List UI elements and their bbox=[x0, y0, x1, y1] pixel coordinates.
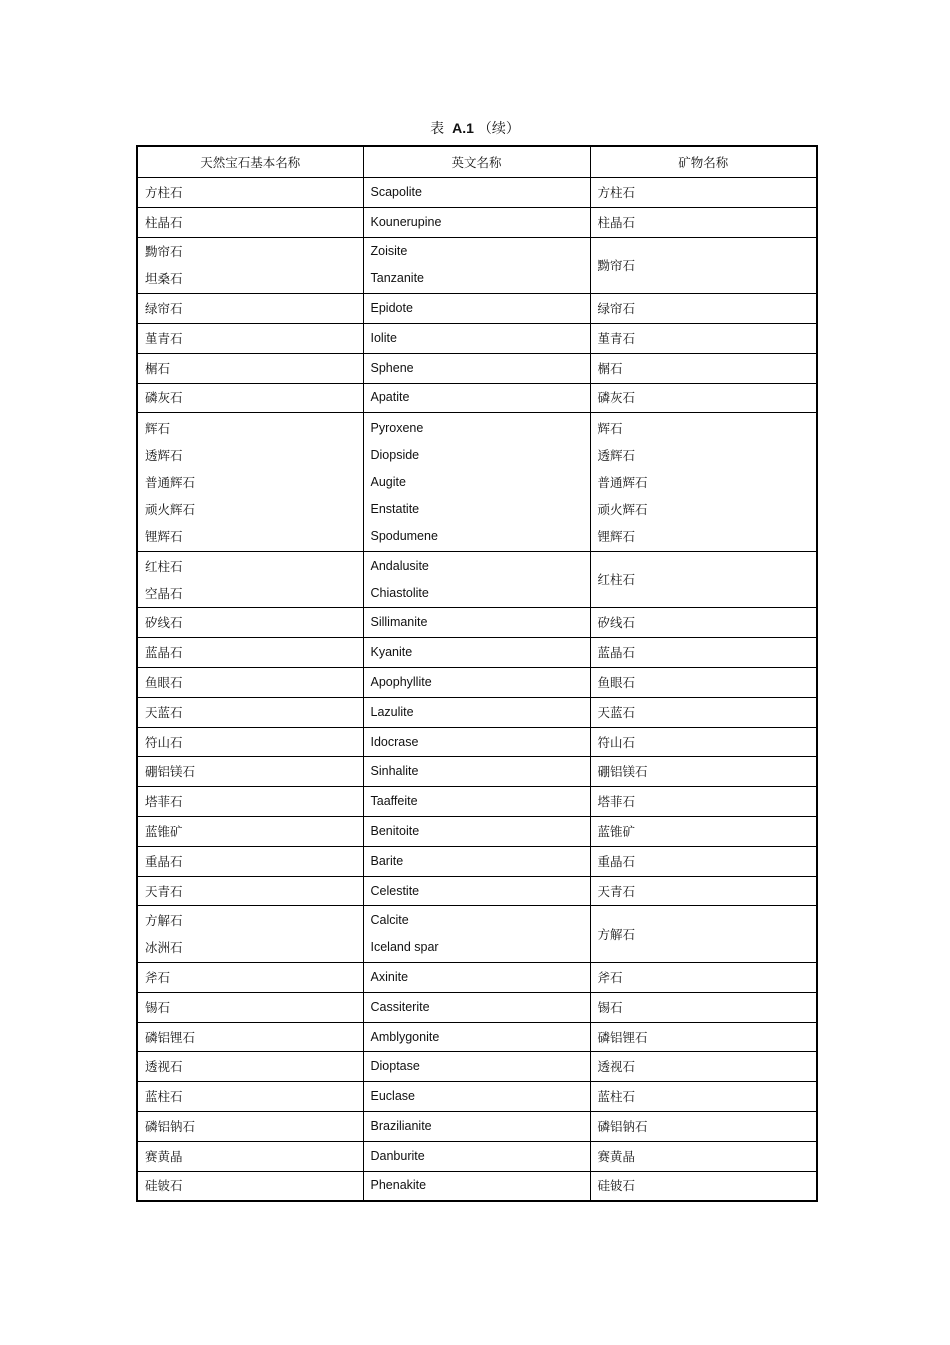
table-row bbox=[137, 1082, 817, 1112]
cell-mineral-name bbox=[590, 668, 817, 698]
cell-english-name-line: Spodumene bbox=[370, 528, 438, 543]
table-caption bbox=[0, 118, 950, 138]
table-row bbox=[137, 638, 817, 668]
header-mineral-name: 矿物名称 bbox=[590, 146, 817, 178]
cell-basic-name-line: 坦桑石 bbox=[145, 271, 183, 287]
cell-basic-name bbox=[137, 551, 363, 608]
cell-basic-name-line: 符山石 bbox=[145, 734, 183, 750]
cell-english-name-line: Brazilianite bbox=[370, 1118, 432, 1133]
cell-basic-name bbox=[137, 846, 363, 876]
cell-basic-name bbox=[137, 294, 363, 324]
cell-english-name-line: Sphene bbox=[370, 360, 414, 375]
table-row bbox=[137, 992, 817, 1022]
cell-basic-name bbox=[137, 608, 363, 638]
cell-basic-name-line: 堇青石 bbox=[145, 330, 183, 346]
cell-mineral-name-line: 方解石 bbox=[597, 926, 636, 942]
cell-english-name-line: Sinhalite bbox=[370, 764, 419, 779]
cell-english-name bbox=[363, 638, 590, 668]
cell-english-name-line: Celestite bbox=[370, 883, 420, 898]
cell-english-name-line: Calcite bbox=[370, 913, 409, 928]
cell-mineral-name bbox=[590, 1171, 817, 1201]
cell-mineral-name bbox=[590, 846, 817, 876]
cell-mineral-name-line: 鱼眼石 bbox=[597, 674, 636, 690]
table-row bbox=[137, 963, 817, 993]
cell-basic-name bbox=[137, 1052, 363, 1082]
cell-english-name-line: Amblygonite bbox=[370, 1029, 440, 1044]
cell-basic-name bbox=[137, 1141, 363, 1171]
cell-basic-name bbox=[137, 237, 363, 294]
cell-english-name-line: Augite bbox=[370, 474, 406, 489]
cell-english-name bbox=[363, 787, 590, 817]
cell-english-name bbox=[363, 1112, 590, 1142]
cell-basic-name-line: 蓝柱石 bbox=[145, 1089, 183, 1105]
cell-english-name-line: Idocrase bbox=[370, 734, 419, 749]
table-row bbox=[137, 323, 817, 353]
cell-mineral-name-line: 锂辉石 bbox=[597, 528, 636, 544]
cell-mineral-name bbox=[590, 383, 817, 413]
cell-mineral-name-line: 蓝晶石 bbox=[597, 645, 636, 661]
cell-english-name bbox=[363, 906, 590, 963]
cell-english-name bbox=[363, 817, 590, 847]
cell-basic-name-line: 黝帘石 bbox=[145, 244, 183, 260]
cell-mineral-name bbox=[590, 697, 817, 727]
cell-basic-name-line: 锂辉石 bbox=[145, 528, 183, 544]
cell-mineral-name-line: 透辉石 bbox=[597, 447, 636, 463]
cell-english-name-line: Benitoite bbox=[370, 823, 420, 838]
cell-english-name-line: Kyanite bbox=[370, 645, 413, 660]
table-row bbox=[137, 551, 817, 608]
table-row bbox=[137, 787, 817, 817]
cell-basic-name bbox=[137, 353, 363, 383]
cell-mineral-name bbox=[590, 1082, 817, 1112]
cell-basic-name-line: 红柱石 bbox=[145, 558, 183, 574]
table-row bbox=[137, 876, 817, 906]
cell-mineral-name-line: 蓝锥矿 bbox=[597, 823, 636, 839]
cell-mineral-name-line: 蓝柱石 bbox=[597, 1089, 636, 1105]
cell-english-name-line: Epidote bbox=[370, 301, 413, 316]
cell-mineral-name-line: 顽火辉石 bbox=[597, 501, 648, 517]
cell-english-name-line: Taaffeite bbox=[370, 794, 418, 809]
cell-mineral-name bbox=[590, 1141, 817, 1171]
cell-basic-name bbox=[137, 383, 363, 413]
cell-mineral-name bbox=[590, 992, 817, 1022]
cell-basic-name bbox=[137, 757, 363, 787]
table-row bbox=[137, 906, 817, 963]
cell-english-name-line: Andalusite bbox=[370, 558, 429, 573]
cell-english-name bbox=[363, 1171, 590, 1201]
cell-mineral-name-line: 透视石 bbox=[597, 1059, 636, 1075]
cell-english-name bbox=[363, 608, 590, 638]
cell-mineral-name bbox=[590, 727, 817, 757]
cell-basic-name-line: 普通辉石 bbox=[145, 474, 196, 490]
cell-mineral-name-line: 磷铝钠石 bbox=[597, 1118, 648, 1134]
cell-mineral-name-line: 硼铝镁石 bbox=[597, 764, 648, 780]
cell-english-name bbox=[363, 413, 590, 552]
cell-english-name bbox=[363, 383, 590, 413]
cell-mineral-name bbox=[590, 608, 817, 638]
cell-mineral-name bbox=[590, 207, 817, 237]
table-row bbox=[137, 1052, 817, 1082]
cell-basic-name-line: 透辉石 bbox=[145, 447, 183, 463]
cell-basic-name bbox=[137, 963, 363, 993]
table-row bbox=[137, 608, 817, 638]
cell-basic-name bbox=[137, 638, 363, 668]
cell-mineral-name bbox=[590, 787, 817, 817]
cell-basic-name-line: 赛黄晶 bbox=[145, 1148, 183, 1164]
table-row bbox=[137, 668, 817, 698]
cell-basic-name-line: 矽线石 bbox=[145, 615, 183, 631]
cell-mineral-name-line: 天青石 bbox=[597, 883, 636, 899]
cell-basic-name-line: 冰洲石 bbox=[145, 940, 183, 956]
cell-basic-name-line: 绿帘石 bbox=[145, 301, 183, 317]
cell-english-name bbox=[363, 294, 590, 324]
cell-basic-name-line: 顽火辉石 bbox=[145, 501, 196, 517]
cell-basic-name-line: 塔菲石 bbox=[145, 794, 183, 810]
cell-basic-name bbox=[137, 178, 363, 208]
cell-english-name-line: Danburite bbox=[370, 1148, 425, 1163]
cell-english-name-line: Euclase bbox=[370, 1089, 415, 1104]
cell-basic-name-line: 磷灰石 bbox=[145, 390, 183, 406]
cell-mineral-name bbox=[590, 237, 817, 294]
cell-basic-name bbox=[137, 413, 363, 552]
cell-english-name bbox=[363, 1022, 590, 1052]
cell-basic-name bbox=[137, 323, 363, 353]
table-row bbox=[137, 1141, 817, 1171]
cell-mineral-name bbox=[590, 353, 817, 383]
cell-basic-name-line: 蓝锥矿 bbox=[145, 823, 183, 839]
cell-mineral-name-line: 磷铝锂石 bbox=[597, 1029, 648, 1045]
cell-basic-name-line: 方柱石 bbox=[145, 184, 183, 200]
cell-mineral-name-line: 柱晶石 bbox=[597, 214, 636, 230]
cell-basic-name-line: 空晶石 bbox=[145, 585, 183, 601]
header-basic-name: 天然宝石基本名称 bbox=[137, 146, 363, 178]
cell-mineral-name bbox=[590, 294, 817, 324]
cell-mineral-name-line: 斧石 bbox=[597, 969, 623, 985]
cell-english-name bbox=[363, 992, 590, 1022]
cell-english-name-line: Barite bbox=[370, 853, 404, 868]
cell-english-name bbox=[363, 207, 590, 237]
cell-basic-name-line: 天青石 bbox=[145, 883, 183, 899]
cell-mineral-name bbox=[590, 413, 817, 552]
cell-mineral-name-line: 磷灰石 bbox=[597, 390, 636, 406]
cell-basic-name-line: 重晶石 bbox=[145, 853, 183, 869]
cell-english-name-line: Sillimanite bbox=[370, 615, 428, 630]
cell-mineral-name-line: 榍石 bbox=[597, 360, 623, 376]
table-row bbox=[137, 697, 817, 727]
cell-basic-name bbox=[137, 876, 363, 906]
cell-mineral-name bbox=[590, 551, 817, 608]
cell-mineral-name bbox=[590, 323, 817, 353]
cell-english-name bbox=[363, 551, 590, 608]
cell-english-name-line: Apophyllite bbox=[370, 674, 432, 689]
cell-english-name bbox=[363, 353, 590, 383]
cell-english-name-line: Iolite bbox=[370, 330, 397, 345]
gem-name-table bbox=[136, 145, 818, 1202]
cell-english-name-line: Diopside bbox=[370, 447, 420, 462]
cell-english-name bbox=[363, 668, 590, 698]
cell-basic-name-line: 锡石 bbox=[145, 999, 171, 1015]
table-row bbox=[137, 757, 817, 787]
table-header-row bbox=[137, 146, 817, 178]
cell-english-name bbox=[363, 876, 590, 906]
cell-basic-name-line: 蓝晶石 bbox=[145, 645, 183, 661]
cell-mineral-name bbox=[590, 638, 817, 668]
cell-basic-name bbox=[137, 992, 363, 1022]
cell-english-name-line: Zoisite bbox=[370, 244, 408, 259]
cell-english-name bbox=[363, 846, 590, 876]
table-row bbox=[137, 207, 817, 237]
cell-english-name-line: Scapolite bbox=[370, 184, 422, 199]
cell-mineral-name-line: 绿帘石 bbox=[597, 301, 636, 317]
caption-prefix: 表 bbox=[430, 121, 445, 137]
cell-basic-name bbox=[137, 668, 363, 698]
cell-mineral-name-line: 赛黄晶 bbox=[597, 1148, 636, 1164]
cell-mineral-name bbox=[590, 963, 817, 993]
cell-mineral-name-line: 矽线石 bbox=[597, 615, 636, 631]
cell-english-name-line: Cassiterite bbox=[370, 999, 430, 1014]
cell-english-name bbox=[363, 1052, 590, 1082]
cell-basic-name-line: 磷铝钠石 bbox=[145, 1118, 196, 1134]
cell-english-name-line: Apatite bbox=[370, 390, 410, 405]
cell-english-name-line: Dioptase bbox=[370, 1059, 420, 1074]
table-row bbox=[137, 294, 817, 324]
caption-number: A.1 bbox=[452, 120, 474, 136]
cell-mineral-name-line: 方柱石 bbox=[597, 184, 636, 200]
cell-basic-name bbox=[137, 817, 363, 847]
cell-english-name-line: Enstatite bbox=[370, 501, 420, 516]
cell-basic-name-line: 斧石 bbox=[145, 969, 171, 985]
cell-english-name-line: Chiastolite bbox=[370, 585, 429, 600]
cell-basic-name bbox=[137, 906, 363, 963]
table-row bbox=[137, 1171, 817, 1201]
cell-english-name-line: Phenakite bbox=[370, 1178, 427, 1193]
table-row bbox=[137, 383, 817, 413]
cell-mineral-name bbox=[590, 817, 817, 847]
cell-mineral-name-line: 重晶石 bbox=[597, 853, 636, 869]
cell-english-name-line: Iceland spar bbox=[370, 940, 439, 955]
cell-mineral-name-line: 普通辉石 bbox=[597, 474, 648, 490]
cell-mineral-name bbox=[590, 1112, 817, 1142]
cell-mineral-name-line: 辉石 bbox=[597, 420, 623, 436]
table-row bbox=[137, 413, 817, 552]
cell-basic-name bbox=[137, 697, 363, 727]
cell-english-name-line: Kounerupine bbox=[370, 214, 442, 229]
table-row bbox=[137, 817, 817, 847]
table-body bbox=[137, 178, 817, 1201]
cell-mineral-name bbox=[590, 906, 817, 963]
cell-english-name bbox=[363, 323, 590, 353]
table-row bbox=[137, 846, 817, 876]
cell-mineral-name-line: 塔菲石 bbox=[597, 794, 636, 810]
cell-mineral-name bbox=[590, 178, 817, 208]
caption-suffix: （续） bbox=[477, 121, 520, 137]
cell-basic-name bbox=[137, 727, 363, 757]
cell-mineral-name-line: 硅铍石 bbox=[597, 1178, 636, 1194]
cell-basic-name bbox=[137, 1171, 363, 1201]
cell-basic-name-line: 柱晶石 bbox=[145, 214, 183, 230]
cell-english-name-line: Lazulite bbox=[370, 704, 414, 719]
cell-mineral-name-line: 黝帘石 bbox=[597, 257, 636, 273]
cell-mineral-name-line: 符山石 bbox=[597, 734, 636, 750]
cell-basic-name bbox=[137, 1082, 363, 1112]
cell-english-name bbox=[363, 963, 590, 993]
table-row bbox=[137, 727, 817, 757]
cell-mineral-name bbox=[590, 1022, 817, 1052]
cell-basic-name-line: 磷铝锂石 bbox=[145, 1029, 196, 1045]
cell-english-name bbox=[363, 727, 590, 757]
cell-english-name-line: Axinite bbox=[370, 969, 409, 984]
cell-mineral-name-line: 天蓝石 bbox=[597, 704, 636, 720]
header-english-name: 英文名称 bbox=[363, 146, 590, 178]
cell-mineral-name bbox=[590, 1052, 817, 1082]
cell-english-name-line: Tanzanite bbox=[370, 271, 425, 286]
cell-english-name bbox=[363, 178, 590, 208]
cell-basic-name-line: 鱼眼石 bbox=[145, 674, 183, 690]
cell-basic-name-line: 透视石 bbox=[145, 1059, 183, 1075]
cell-basic-name-line: 榍石 bbox=[145, 360, 171, 376]
cell-basic-name bbox=[137, 207, 363, 237]
cell-mineral-name bbox=[590, 757, 817, 787]
cell-basic-name-line: 天蓝石 bbox=[145, 704, 183, 720]
cell-english-name bbox=[363, 237, 590, 294]
cell-basic-name-line: 辉石 bbox=[145, 420, 171, 436]
cell-basic-name bbox=[137, 1112, 363, 1142]
cell-english-name bbox=[363, 1141, 590, 1171]
cell-english-name bbox=[363, 757, 590, 787]
table-row bbox=[137, 178, 817, 208]
cell-basic-name-line: 方解石 bbox=[145, 913, 183, 929]
cell-english-name bbox=[363, 1082, 590, 1112]
cell-mineral-name-line: 堇青石 bbox=[597, 330, 636, 346]
cell-basic-name bbox=[137, 787, 363, 817]
cell-english-name-line: Pyroxene bbox=[370, 420, 424, 435]
table-row bbox=[137, 1022, 817, 1052]
table-row bbox=[137, 1112, 817, 1142]
cell-mineral-name-line: 红柱石 bbox=[597, 572, 636, 588]
table-row bbox=[137, 237, 817, 294]
cell-english-name bbox=[363, 697, 590, 727]
cell-mineral-name bbox=[590, 876, 817, 906]
cell-basic-name-line: 硅铍石 bbox=[145, 1178, 183, 1194]
table-row bbox=[137, 353, 817, 383]
cell-basic-name bbox=[137, 1022, 363, 1052]
cell-mineral-name-line: 锡石 bbox=[597, 999, 623, 1015]
cell-basic-name-line: 硼铝镁石 bbox=[145, 764, 196, 780]
